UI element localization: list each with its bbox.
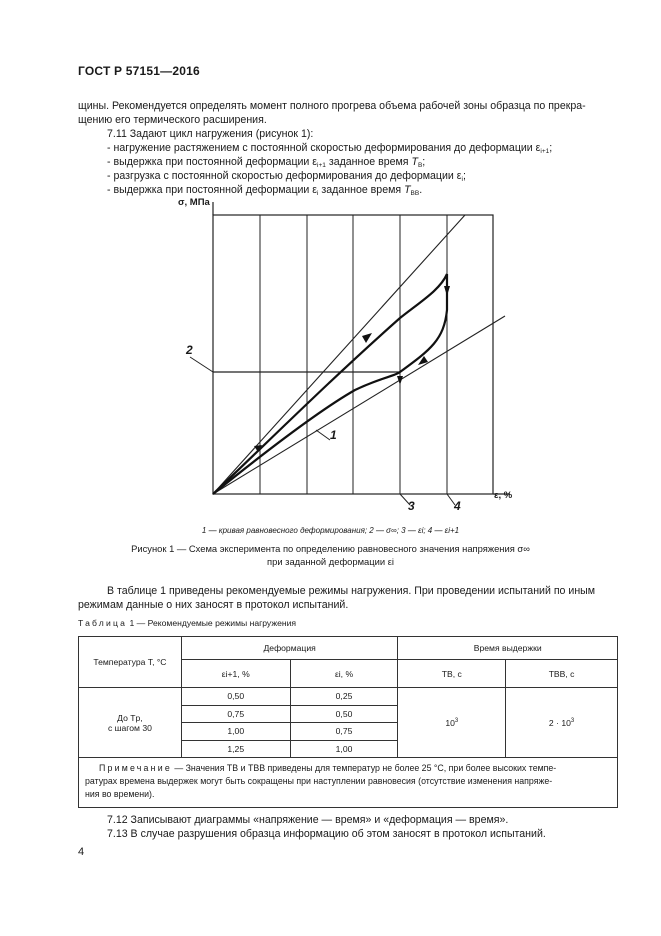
table-note-row	[79, 758, 618, 808]
reference-line	[213, 215, 465, 494]
arrow-down-icon	[444, 286, 450, 296]
paragraph-line: В таблице 1 приведены рекомендуемые режимы нагружения. При проведении испытаний по иным	[107, 585, 596, 597]
header-eps-i: εi, %	[290, 660, 398, 688]
bullet-hold-2: - выдержка при постоянной деформации $\varepsilon_i$ заданное время $T_{ВВ}$.	[107, 184, 423, 197]
eps-i-cell: 1,00	[290, 740, 398, 758]
eps-i1-cell: 0,75	[181, 705, 290, 723]
callout-1: 1	[330, 428, 337, 442]
equilibrium-curve	[213, 316, 505, 494]
tb-cell: $10^3$	[398, 688, 506, 758]
table-title: Таблица 1 — Рекомендуемые режимы нагружения	[78, 618, 297, 628]
paragraph-line: режимам данные о них заносят в протокол испытаний.	[78, 599, 349, 611]
bullet-hold-1: - выдержка при постоянной деформации $\varepsilon_{i+1}$ заданное время $T_В$;	[107, 156, 426, 169]
x-axis-label: ε, %	[494, 490, 513, 501]
eps-i1-cell: 1,00	[181, 723, 290, 741]
loading-curve	[213, 274, 447, 494]
table-header-row	[79, 637, 618, 660]
bullet-loading: - нагружение растяжением с постоянной скоростью деформирования до деформации $\varepsilon_{i+1}$;	[107, 142, 553, 155]
arrow-up-icon	[362, 333, 372, 343]
callout-leader-2	[190, 357, 213, 372]
clause-7-12: 7.12 Записывают диаграммы «напряжение — время» и «деформация — время».	[107, 814, 509, 826]
paragraph-line: щению его термического расширения.	[78, 114, 267, 126]
header-tbb: TВВ, с	[506, 660, 618, 688]
callout-leader-1	[316, 430, 330, 440]
eps-i-cell: 0,75	[290, 723, 398, 741]
clause-7-11: 7.11 Задают цикл нагружения (рисунок 1):	[107, 128, 314, 140]
loading-modes-table	[78, 636, 618, 808]
tbb-cell: $2 \cdot 10^3$	[506, 688, 618, 758]
header-tb: TВ, с	[398, 660, 506, 688]
clause-7-13: 7.13 В случае разрушения образца информацию об этом заносят в протокол испытаний.	[107, 828, 546, 840]
callout-3: 3	[408, 499, 415, 513]
document-header: ГОСТ Р 57151—2016	[78, 64, 200, 78]
eps-i1-cell: 0,50	[181, 688, 290, 706]
page-number: 4	[78, 846, 85, 858]
arrow-down-icon	[397, 376, 403, 385]
eps-i-cell: 0,50	[290, 705, 398, 723]
figure-caption-line: при заданной деформации εi	[267, 556, 394, 567]
header-temperature: Температура T, °C	[79, 637, 182, 688]
bullet-unloading: - разгрузка с постоянной скоростью деформирования до деформации $\varepsilon_i$;	[107, 170, 466, 183]
eps-i1-cell: 1,25	[181, 740, 290, 758]
header-deformation: Деформация	[181, 637, 398, 660]
callout-4: 4	[454, 499, 461, 513]
temperature-cell: До Tр, с шагом 30	[79, 688, 182, 758]
header-eps-i1: εi+1, %	[181, 660, 290, 688]
figure-legend: 1 — кривая равновесного деформирования; 2 — σ∞; 3 — εi; 4 — εi+1	[201, 526, 460, 535]
y-axis-label: σ, МПа	[178, 197, 210, 208]
table-row	[79, 688, 618, 706]
callout-2: 2	[186, 343, 193, 357]
paragraph-line: щины. Рекомендуется определять момент полного прогрева объема рабочей зоны образца по прекра-	[78, 100, 586, 112]
table-note: Примечание — Значения TВ и TВВ приведены для температур не более 25 °С, при более высоких темпе- ратурах времена выдержек могут быть сокращены при наступлении равновесия (отсутствие изменения напряже- ния во времени).	[79, 758, 618, 808]
figure-caption-line: Рисунок 1 — Схема эксперимента по определению равновесного значения напряжения σ∞	[131, 543, 530, 554]
eps-i-cell: 0,25	[290, 688, 398, 706]
header-hold-time: Время выдержки	[398, 637, 618, 660]
